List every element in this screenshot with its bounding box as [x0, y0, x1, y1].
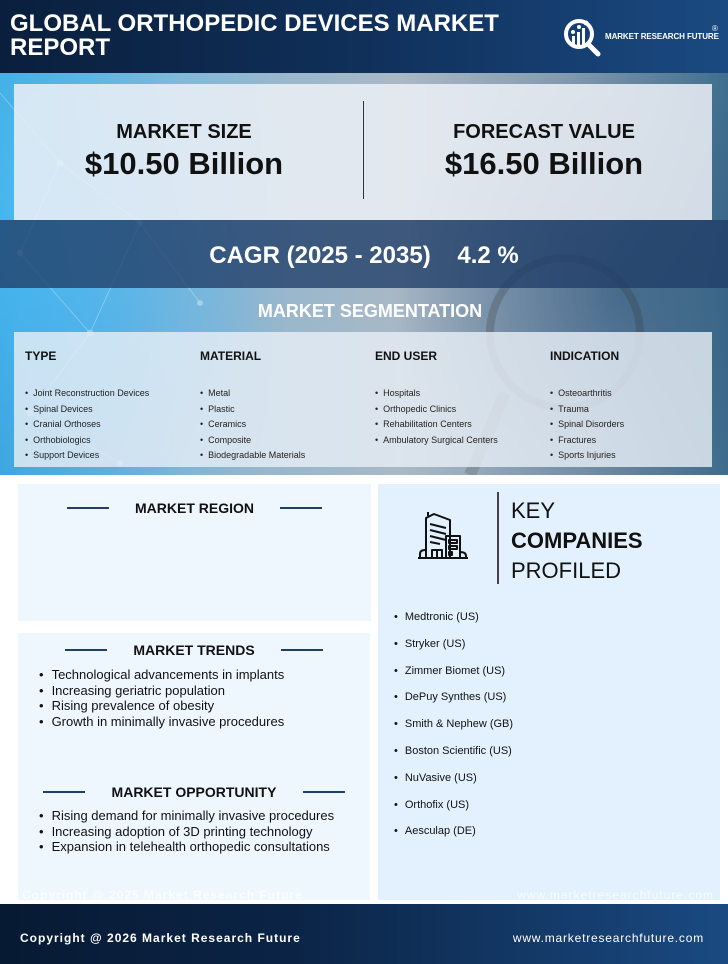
company-item: • Aesculap (DE) — [394, 818, 513, 845]
company-item: • Zimmer Biomet (US) — [394, 658, 513, 685]
company-item: • Orthofix (US) — [394, 792, 513, 819]
market-trends-heading — [18, 641, 370, 659]
segment-item: • Trauma — [550, 402, 720, 418]
company-item: • Boston Scientific (US) — [394, 738, 513, 765]
heading-rule — [67, 507, 109, 509]
hero-section — [0, 73, 728, 475]
market-region-panel — [18, 484, 371, 621]
market-region-heading — [18, 499, 371, 517]
market-opportunity-title: MARKET OPPORTUNITY — [111, 783, 277, 800]
title-line-companies: COMPANIES — [511, 528, 643, 553]
segment-item: • Cranial Orthoses — [25, 417, 195, 433]
segment-material — [200, 349, 370, 464]
segment-item: • Support Devices — [25, 448, 195, 464]
divider — [497, 492, 499, 584]
trend-item: • Technological advancements in implants — [39, 667, 284, 683]
market-region-title: MARKET REGION — [135, 499, 254, 516]
companies-list — [394, 604, 513, 845]
footer — [0, 904, 728, 964]
market-trends-panel — [18, 633, 370, 900]
segment-item: • Fractures — [550, 433, 720, 449]
trend-item: • Rising prevalence of obesity — [39, 698, 284, 714]
segment-indication — [550, 349, 720, 464]
office-building-icon — [416, 508, 472, 564]
segment-item: • Sports Injuries — [550, 448, 720, 464]
segment-type — [25, 349, 195, 464]
company-item: • Medtronic (US) — [394, 604, 513, 631]
segment-heading: END USER — [375, 349, 438, 363]
logo-text: MARKET RESEARCH FUTURE — [605, 32, 719, 41]
market-size-value: $10.50 Billion — [84, 146, 284, 181]
footer-copyright: Copyright @ 2026 Market Research Future — [20, 931, 301, 945]
segmentation-title: MARKET SEGMENTATION — [257, 301, 483, 321]
watermark-url: www.marketresearchfuture.com — [517, 888, 714, 902]
segment-item: • Spinal Devices — [25, 402, 195, 418]
segment-item: • Ambulatory Surgical Centers — [375, 433, 545, 449]
segment-item: • Orthopedic Clinics — [375, 402, 545, 418]
opportunity-item: • Expansion in telehealth orthopedic consultations — [39, 839, 334, 855]
market-opportunity-list — [39, 808, 334, 855]
segment-item: • Orthobiologics — [25, 433, 195, 449]
divider — [363, 101, 364, 199]
header — [0, 0, 728, 73]
heading-rule — [280, 507, 322, 509]
forecast-value-block — [374, 120, 714, 182]
segment-heading: INDICATION — [550, 349, 620, 363]
forecast-value: $16.50 Billion — [444, 146, 644, 181]
title-line-key: KEY — [511, 498, 556, 523]
segment-item: • Osteoarthritis — [550, 386, 720, 402]
heading-rule — [43, 791, 85, 793]
segment-heading: TYPE — [25, 349, 57, 363]
watermark-copyright: Copyright @ 2025 Market Research Future — [22, 888, 303, 902]
market-trends-title: MARKET TRENDS — [133, 641, 255, 658]
trend-item: • Growth in minimally invasive procedures — [39, 714, 284, 730]
heading-rule — [65, 649, 107, 651]
market-size-panel — [14, 84, 712, 220]
market-trends-list — [39, 667, 284, 730]
market-size-block — [14, 120, 354, 182]
segment-heading: MATERIAL — [200, 349, 262, 363]
title-line-profiled: PROFILED — [511, 558, 622, 583]
company-item: • Smith & Nephew (GB) — [394, 711, 513, 738]
segment-item: • Rehabilitation Centers — [375, 417, 545, 433]
registered-mark: ® — [712, 24, 718, 33]
trend-item: • Increasing geriatric population — [39, 683, 284, 699]
segment-item: • Metal — [200, 386, 370, 402]
segment-item: • Hospitals — [375, 386, 545, 402]
footer-website-link[interactable]: www.marketresearchfuture.com — [512, 931, 704, 945]
segment-item: • Composite — [200, 433, 370, 449]
segment-end-user — [375, 349, 545, 448]
key-companies-title — [511, 496, 643, 586]
company-item: • Stryker (US) — [394, 631, 513, 658]
report-title: GLOBAL ORTHOPEDIC DEVICES MARKET REPORT — [10, 10, 499, 61]
opportunity-item: • Rising demand for minimally invasive procedures — [39, 808, 334, 824]
segment-item: • Plastic — [200, 402, 370, 418]
market-opportunity-heading — [18, 783, 370, 801]
cagr-text: CAGR (2025 - 2035) 4.2 % — [209, 242, 519, 269]
forecast-value-label: FORECAST VALUE — [453, 121, 635, 143]
market-size-label: MARKET SIZE — [116, 121, 252, 143]
company-item: • DePuy Synthes (US) — [394, 684, 513, 711]
segmentation-panel — [14, 332, 712, 467]
segment-item: • Spinal Disorders — [550, 417, 720, 433]
heading-rule — [281, 649, 323, 651]
segment-item: • Ceramics — [200, 417, 370, 433]
cagr-band — [0, 220, 728, 288]
heading-rule — [303, 791, 345, 793]
opportunity-item: • Increasing adoption of 3D printing technology — [39, 824, 334, 840]
segment-item: • Biodegradable Materials — [200, 448, 370, 464]
brand-logo[interactable] — [562, 17, 722, 57]
company-item: • NuVasive (US) — [394, 765, 513, 792]
key-companies-panel — [378, 484, 720, 900]
logo-magnifier-chart-icon — [562, 17, 602, 57]
segment-item: • Joint Reconstruction Devices — [25, 386, 195, 402]
